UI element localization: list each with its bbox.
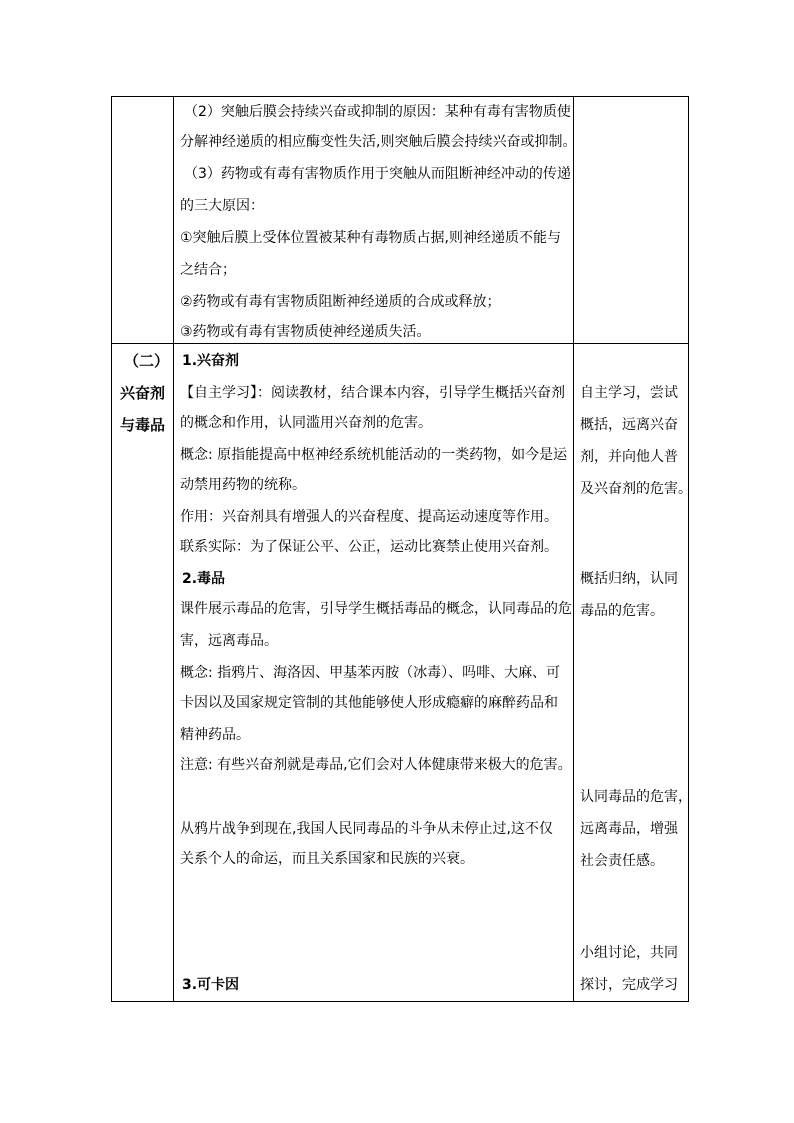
activity-line: 及兴奋剂的危害。 xyxy=(580,481,692,497)
heading-cocaine: 3.可卡因 xyxy=(182,977,240,993)
section-title-line: 兴奋剂 xyxy=(120,384,166,402)
activity-line: 探讨，完成学习 xyxy=(580,977,678,993)
drug-concept-3: 精神药品。 xyxy=(180,727,250,743)
self-study-line xyxy=(180,385,565,401)
activity-line: 认同毒品的危害， xyxy=(580,789,692,805)
row1-line: （3）药物或有毒有害物质作用于突触从而阻断神经冲动的传递 xyxy=(184,166,571,182)
row1-line: 之结合； xyxy=(180,262,236,278)
row1-line: （2）突触后膜会持续兴奋或抑制的原因：某种有毒有害物质使 xyxy=(184,104,571,120)
activity-line: 概括归纳，认同 xyxy=(580,571,678,587)
table-border-bottom xyxy=(111,1001,689,1002)
activity-line: 毒品的危害。 xyxy=(580,603,664,619)
drug-history: 从鸦片战争到现在,我国人民同毒品的斗争从未停止过,这不仅 xyxy=(180,821,553,837)
row1-line: 分解神经递质的相应酶变性失活,则突触后膜会持续兴奋或抑制。 xyxy=(180,134,577,150)
row2-student-activity xyxy=(573,343,692,1001)
row2-content xyxy=(173,343,573,1001)
row1-line: ①突触后膜上受体位置被某种有毒物质占据,则神经递质不能与 xyxy=(180,230,561,246)
row1-line: ③药物或有毒有害物质使神经递质失活。 xyxy=(180,324,431,340)
stimulant-concept: 概念: 原指能提高中枢神经系统机能活动的一类药物，如今是运 xyxy=(180,447,568,463)
stimulant-practice: 联系实际：为了保证公平、公正，运动比赛禁止使用兴奋剂。 xyxy=(180,539,558,555)
drug-note: 注意: 有些兴奋剂就是毒品,它们会对人体健康带来极大的危害。 xyxy=(180,757,572,773)
heading-drugs: 2.毒品 xyxy=(182,571,226,587)
row1-line: 的三大原因： xyxy=(180,198,264,214)
self-study-line-2: 的概念和作用，认同滥用兴奋剂的危害。 xyxy=(180,415,432,431)
drug-intro: 课件展示毒品的危害，引导学生概括毒品的概念，认同毒品的危 xyxy=(180,601,572,617)
row1-content xyxy=(173,96,577,343)
section-title-line: 与毒品 xyxy=(120,416,166,434)
self-study-text: ：阅读教材，结合课本内容，引导学生概括兴奋剂 xyxy=(257,385,565,401)
activity-line: 小组讨论，共同 xyxy=(580,945,678,961)
lesson-table xyxy=(111,96,692,1002)
activity-line: 自主学习，尝试 xyxy=(580,385,678,401)
section-title xyxy=(111,343,173,443)
stimulant-effect: 作用：兴奋剂具有增强人的兴奋程度、提高运动速度等作用。 xyxy=(180,509,558,525)
self-study-label: 【自主学习】 xyxy=(180,385,257,401)
activity-line: 社会责任感。 xyxy=(580,853,664,869)
table-border-right xyxy=(688,96,689,1002)
heading-stimulant: 1.兴奋剂 xyxy=(182,353,240,369)
activity-line: 概括，远离兴奋 xyxy=(580,417,678,433)
table-border-left xyxy=(111,96,112,1002)
activity-line: 远离毒品，增强 xyxy=(580,821,678,837)
drug-intro-2: 害，远离毒品。 xyxy=(180,633,278,649)
row1-line: ②药物或有毒有害物质阻断神经递质的合成或释放； xyxy=(180,294,501,310)
drug-concept-2: 卡因以及国家规定管制的其他能够使人形成瘾癖的麻醉药品和 xyxy=(180,695,558,711)
stimulant-concept-2: 动禁用药物的统称。 xyxy=(180,477,306,493)
section-number: （二） xyxy=(124,352,170,370)
activity-line: 剂，并向他人普 xyxy=(580,449,678,465)
drug-history-2: 关系个人的命运，而且关系国家和民族的兴衰。 xyxy=(180,851,474,867)
drug-concept: 概念: 指鸦片、海洛因、甲基苯丙胺（冰毒）、吗啡、大麻、可 xyxy=(180,665,561,681)
